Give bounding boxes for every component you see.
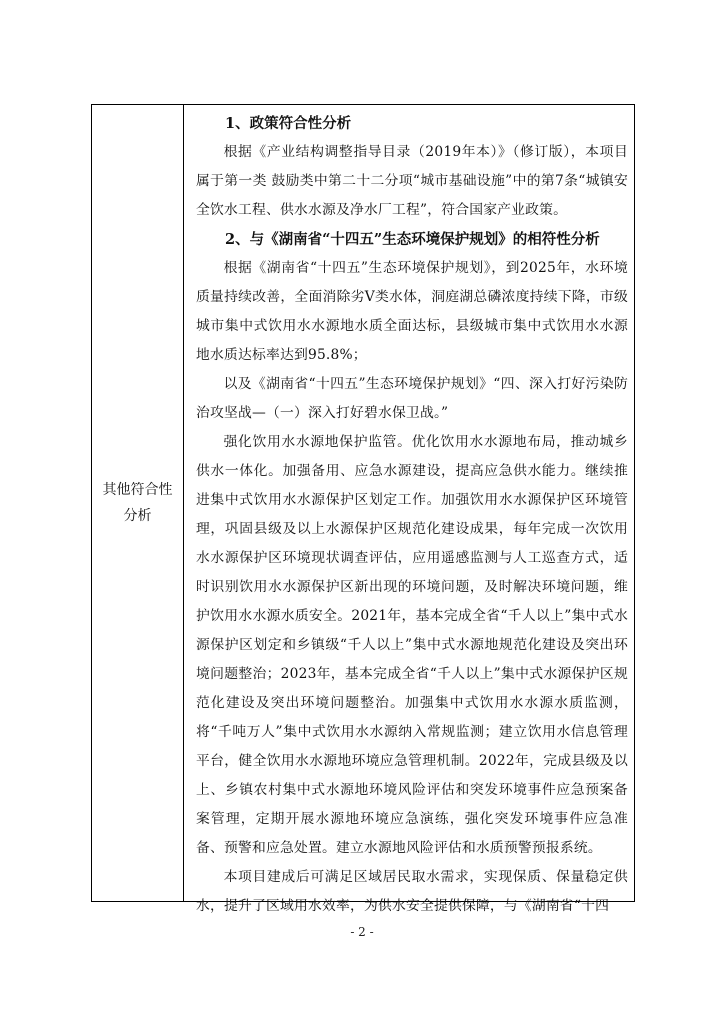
section-heading-policy: 1、政策符合性分析 (225, 115, 352, 132)
row-label-cell (92, 105, 184, 901)
eco-plan-paragraph-3: 强化饮用水水源地保护监管。优化饮用水水源地布局，推动城乡供水一体化。加强备用、应急水源建设，提高应急供水能力。继续推进集中式饮用水水源保护区划定工作。加强饮用水水源保护区环境管理，巩固县级及以上水源保护区规范化建设成果，每年完成一次饮用水水源保护区环境现状调查评估，应用遥感监测与人工巡查方式，适时识别饮用水水源保护区新出现的环境问题，及时解决环境问题，维护饮用水水源水质安全。2021年，基本完成全省“千人以上”集中式水源保护区划定和乡镇级“千人以上”集中式水源地规范化建设及突出环境问题整治；2023年，基本完成全省“千人以上”集中式水源保护区规范化建设及突出环境问题整治。加强集中式饮用水水源水质监测，将“千吨万人”集中式饮用水水源纳入常规监测；建立饮用水信息管理平台，健全饮用水水源地环境应急管理机制。2022年，完成县级及以上、乡镇农村集中式水源地环境风险评估和突发环境事件应急预案备案管理，定期开展水源地环境应急演练，强化突发环境事件应急准备、预警和应急处置。建立水源地风险评估和水质预警预报系统。 (196, 434, 628, 856)
section-heading-eco-plan: 2、与《湖南省“十四五”生态环境保护规划》的相符性分析 (225, 231, 600, 248)
analysis-content-cell (184, 105, 634, 914)
eco-plan-paragraph-2: 以及《湖南省“十四五”生态环境保护规划》“四、深入打好污染防治攻坚战—（一）深入打好碧水保卫战。” (196, 376, 628, 421)
policy-paragraph: 根据《产业结构调整指导目录（2019年本）》（修订版），本项目属于第一类 鼓励类中第二十二分项“城市基础设施”中的第7条“城镇安全饮水工程、供水水源及净水厂工程”，符合国家产业政策。 (196, 144, 628, 218)
eco-plan-paragraph-1: 根据《湖南省“十四五”生态环境保护规划》，到2025年，水环境质量持续改善，全面消除劣Ⅴ类水体，洞庭湖总磷浓度持续下降，市级城市集中式饮用水水源地水质全面达标，县级城市集中式饮用水水源地水质达标率达到95.8%； (196, 260, 628, 363)
eco-plan-paragraph-4: 本项目建成后可满足区域居民取水需求，实现保质、保量稳定供水，提升了区域用水效率，为供水安全提供保障，与《湖南省“十四 (196, 869, 628, 914)
compliance-table (91, 104, 635, 914)
row-label: 其他符合性分析 (102, 482, 173, 524)
page-number: - 2 - (350, 925, 374, 939)
